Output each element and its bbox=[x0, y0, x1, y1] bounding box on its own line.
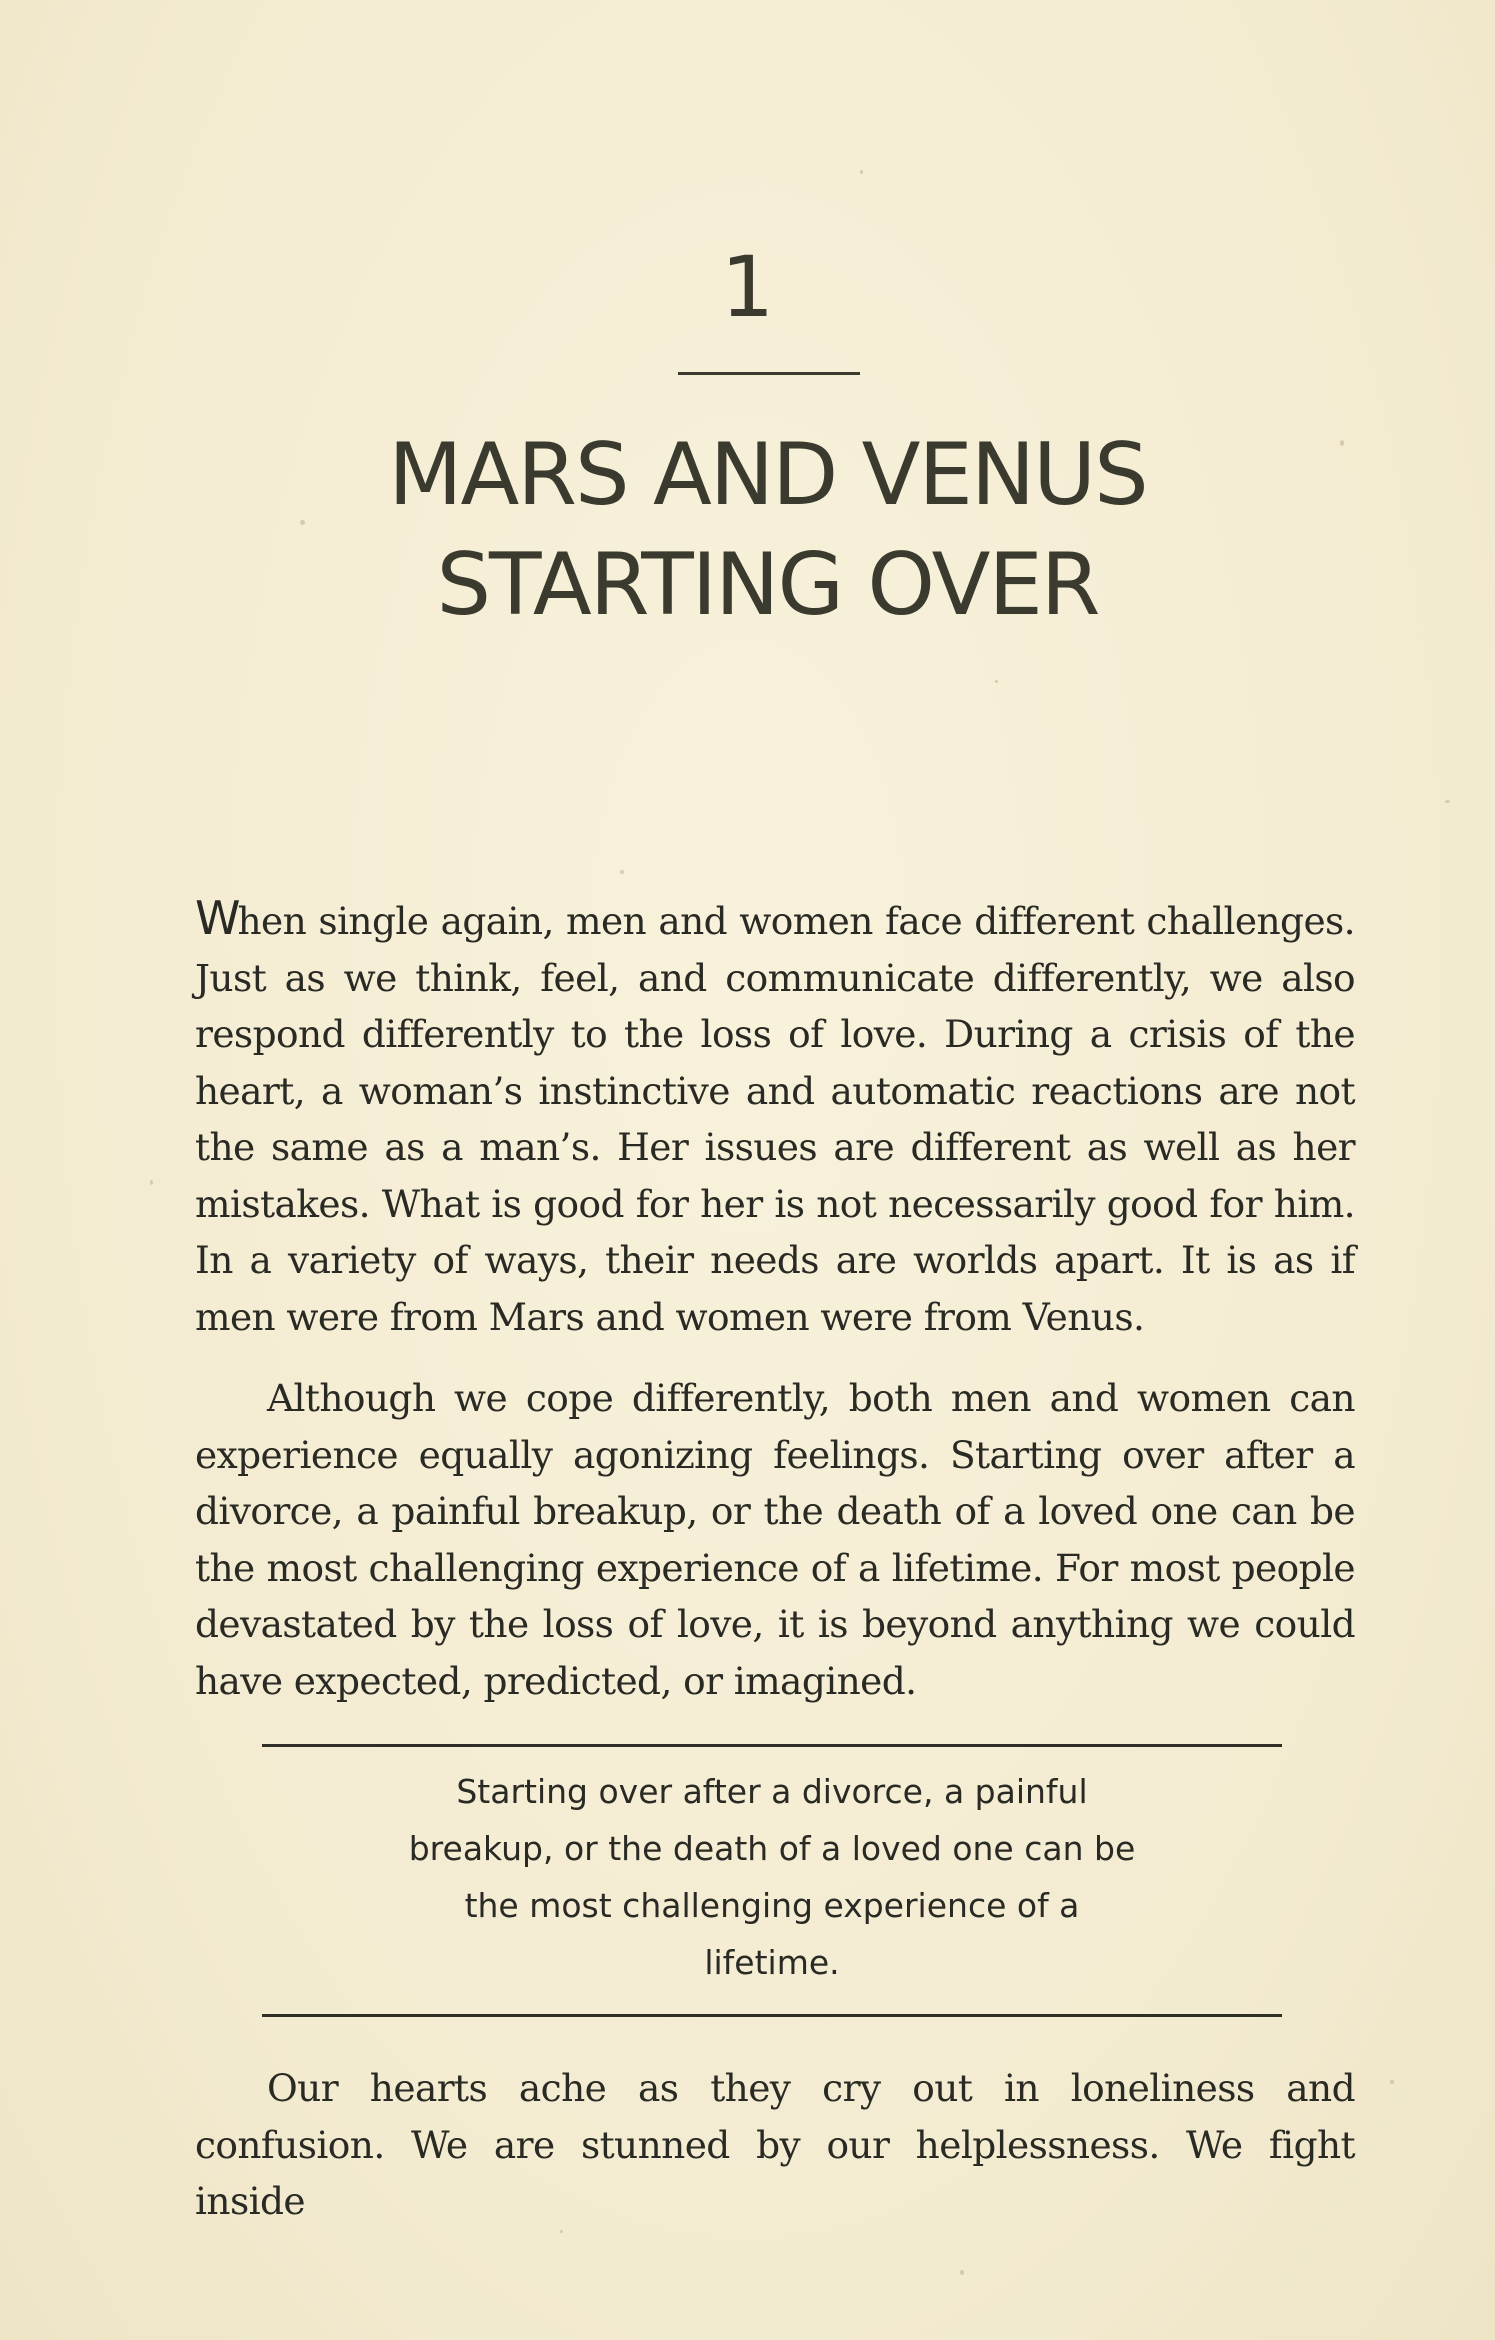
chapter-number: 1 bbox=[720, 238, 775, 336]
body-paragraph-2 bbox=[195, 1370, 1355, 1709]
pull-quote-line-1: Starting over after a divorce, a painful bbox=[456, 1772, 1088, 1811]
paragraph-3-text: Our hearts ache as they cry out in loneliness and confusion. We are stunned by our helplessness. We fight inside bbox=[195, 2066, 1355, 2223]
chapter-rule bbox=[678, 372, 860, 375]
pull-quote-line-3: the most challenging experience of a bbox=[464, 1886, 1080, 1925]
paper-speck bbox=[1445, 800, 1450, 803]
chapter-title bbox=[0, 420, 1495, 640]
pull-quote-line-2: breakup, or the death of a loved one can be bbox=[408, 1829, 1136, 1868]
chapter-title-line-1: MARS AND VENUS bbox=[388, 425, 1147, 525]
paper-speck bbox=[620, 870, 624, 874]
paper-speck bbox=[860, 170, 863, 174]
pull-quote-rule-bottom bbox=[262, 2014, 1282, 2017]
paragraph-2-text: Although we cope differently, both men and women can experience equally agonizing feelings. Starting over after a divorce, a painful breakup, or the death of a loved one can be the most challenging experience of a lifetime. For most people devastated by the loss of love, it is beyond anything we could have expected, predicted, or imagined. bbox=[195, 1376, 1355, 1703]
paragraph-1-text: hen single again, men and women face different challenges. Just as we think, feel, and communicate differently, we also respond differently to the loss of love. During a crisis of the heart, a woman’s instinctive and automatic reactions are not the same as a man’s. Her issues are different as well as her mistakes. What is good for her is not necessarily good for him. In a variety of ways, their needs are worlds apart. It is as if men were from Mars and women were from Venus. bbox=[195, 899, 1355, 1339]
paper-speck bbox=[560, 2230, 563, 2233]
paper-speck bbox=[1390, 2080, 1394, 2084]
drop-cap: W bbox=[195, 891, 238, 945]
paper-speck bbox=[150, 1180, 153, 1185]
paper-speck bbox=[960, 2270, 964, 2275]
pull-quote-line-4: lifetime. bbox=[704, 1943, 840, 1982]
body-paragraph-3 bbox=[195, 2060, 1355, 2230]
chapter-title-line-2: STARTING OVER bbox=[436, 535, 1099, 635]
pull-quote bbox=[330, 1763, 1214, 1991]
body-paragraph-1 bbox=[195, 890, 1355, 1345]
pull-quote-rule-top bbox=[262, 1744, 1282, 1747]
paper-speck bbox=[995, 680, 998, 683]
